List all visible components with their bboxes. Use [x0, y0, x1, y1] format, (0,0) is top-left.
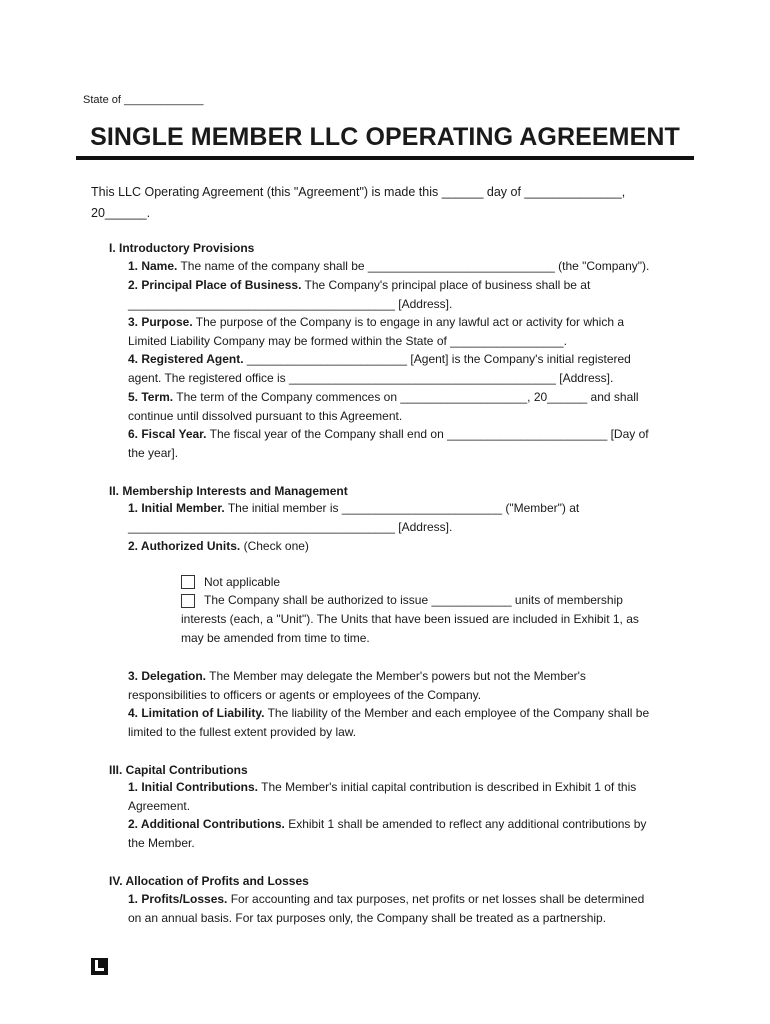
provision-purpose-label: 3. Purpose. — [128, 315, 193, 329]
provision-initial-member-text-1: The initial member is ________________________ ("Member") at — [224, 501, 580, 515]
provision-fiscal-label: 6. Fiscal Year. — [128, 427, 207, 441]
provision-profits-losses-label: 1. Profits/Losses. — [128, 892, 228, 906]
provision-initial-member — [128, 499, 688, 536]
provision-purpose — [128, 313, 688, 350]
provision-place-label: 2. Principal Place of Business. — [128, 278, 302, 292]
brand-logo-icon — [91, 958, 108, 975]
section-1-title: I. Introductory Provisions — [109, 241, 255, 255]
provision-term-text-1: The term of the Company commences on ___________________, 20______ and shall — [173, 390, 639, 404]
provision-initial-contributions-text-1: The Member's initial capital contribution is described in Exhibit 1 of this — [258, 780, 637, 794]
provision-delegation — [128, 667, 688, 704]
provision-additional-contributions-text-1: Exhibit 1 shall be amended to reflect any additional contributions by — [284, 817, 647, 831]
intro-line-1: This LLC Operating Agreement (this "Agreement") is made this ______ day of ______________, — [91, 185, 626, 199]
provision-agent-text-2: agent. The registered office is ________________________________________ [Address]. — [128, 370, 614, 385]
document-title: SINGLE MEMBER LLC OPERATING AGREEMENT — [90, 123, 680, 151]
provision-profits-losses — [128, 890, 688, 927]
provision-delegation-text-2: responsibilities to officers or agents or employees of the Company. — [128, 687, 482, 702]
checkbox-not-applicable[interactable] — [181, 575, 195, 589]
provision-liability-label: 4. Limitation of Liability. — [128, 706, 265, 720]
provision-place-text-1: The Company's principal place of business shall be at — [301, 278, 591, 292]
provision-name-label: 1. Name. — [128, 259, 178, 273]
provision-authorized-units-label: 2. Authorized Units. — [128, 539, 241, 553]
provision-initial-member-text-2: ________________________________________ [Address]. — [128, 519, 453, 534]
provision-liability — [128, 704, 688, 741]
checkbox-authorized-units-label: The Company shall be authorized to issue ____________ units of membership — [204, 593, 623, 607]
authorized-units-text-2: interests (each, a "Unit"). The Units that have been issued are included in Exhibit 1, as — [181, 612, 639, 626]
intro-paragraph — [91, 182, 681, 223]
provision-initial-contributions-text-2: Agreement. — [128, 798, 191, 813]
provision-liability-text-1: The liability of the Member and each employee of the Company shall be — [264, 706, 650, 720]
authorized-units-continuation — [181, 610, 681, 647]
provision-initial-member-label: 1. Initial Member. — [128, 501, 225, 515]
provision-name — [128, 257, 688, 276]
provision-term — [128, 388, 688, 425]
provision-place-text-2: ________________________________________ [Address]. — [128, 296, 453, 311]
provision-authorized-units-text: (Check one) — [240, 539, 309, 553]
provision-place — [128, 276, 688, 313]
provision-initial-contributions — [128, 778, 688, 815]
provision-fiscal-text-1: The fiscal year of the Company shall end on ________________________ [Day of — [206, 427, 649, 441]
provision-name-text: The name of the company shall be ____________________________ (the "Company"). — [177, 259, 650, 273]
section-2-title: II. Membership Interests and Management — [109, 484, 348, 498]
provision-agent-label: 4. Registered Agent. — [128, 352, 244, 366]
provision-agent-text-1: ________________________ [Agent] is the Company's initial registered — [243, 352, 631, 366]
provision-agent — [128, 350, 688, 387]
provision-purpose-text-2: Limited Liability Company may be formed within the State of _________________. — [128, 333, 567, 348]
provision-fiscal — [128, 425, 688, 462]
state-line: State of _____________ — [83, 94, 204, 106]
provision-term-label: 5. Term. — [128, 390, 174, 404]
title-divider — [76, 156, 694, 160]
section-3-title: III. Capital Contributions — [109, 763, 248, 777]
provision-delegation-label: 3. Delegation. — [128, 669, 207, 683]
checkbox-not-applicable-label: Not applicable — [204, 575, 281, 589]
provision-additional-contributions-label: 2. Additional Contributions. — [128, 817, 285, 831]
provision-initial-contributions-label: 1. Initial Contributions. — [128, 780, 258, 794]
provision-profits-losses-text-2: on an annual basis. For tax purposes only, the Company shall be treated as a partnership. — [128, 910, 607, 925]
provision-additional-contributions — [128, 815, 688, 852]
checkbox-authorized-units[interactable] — [181, 594, 195, 608]
provision-liability-text-2: limited to the fullest extent provided by law. — [128, 724, 357, 739]
provision-purpose-text-1: The purpose of the Company is to engage in any lawful act or activity for which a — [192, 315, 625, 329]
provision-additional-contributions-text-2: the Member. — [128, 835, 195, 850]
authorized-units-text-3: may be amended from time to time. — [181, 630, 370, 645]
provision-term-text-2: continue until dissolved pursuant to this Agreement. — [128, 408, 403, 423]
provision-delegation-text-1: The Member may delegate the Member's powers but not the Member's — [206, 669, 586, 683]
provision-fiscal-text-2: the year]. — [128, 445, 179, 460]
provision-authorized-units — [128, 537, 688, 556]
section-4-title: IV. Allocation of Profits and Losses — [109, 874, 309, 888]
intro-line-2: 20______. — [91, 205, 151, 220]
provision-profits-losses-text-1: For accounting and tax purposes, net profits or net losses shall be determined — [227, 892, 645, 906]
